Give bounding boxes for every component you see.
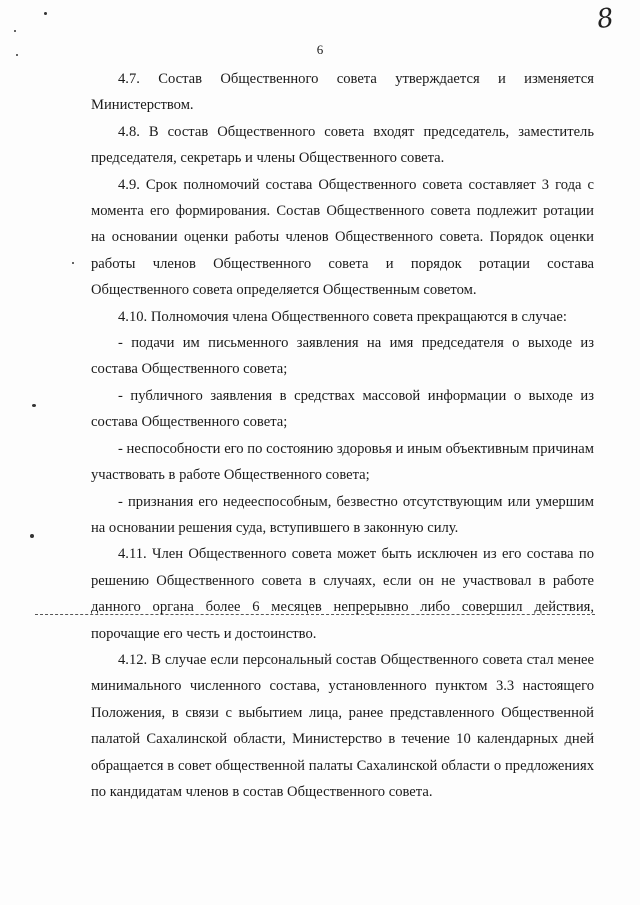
clause-4-8: 4.8. В состав Общественного совета входят председатель, заместитель председателя, секретарь и члены Общественного совета. (91, 123, 594, 167)
clause-4-10-item-2: - публичного заявления в средствах массовой информации о выходе из состава Общественного совета; (91, 387, 594, 431)
scan-speck (14, 30, 16, 32)
document-body (91, 66, 594, 805)
handwritten-page-mark: 8 (595, 2, 617, 36)
scan-dashed-line (35, 614, 595, 615)
page-number: 6 (316, 42, 324, 57)
scan-speck (72, 262, 74, 264)
clause-4-10-item-1: - подачи им письменного заявления на имя председателя о выходе из состава Общественного совета; (91, 335, 594, 378)
scan-speck (16, 54, 18, 56)
scan-speck (32, 404, 36, 407)
clause-4-11: 4.11. Член Общественного совета может быть исключен из его состава по решению Общественного совета в случаях, если он не участвовал в работе данного органа более 6 месяцев непрерывно либо совершил действия, порочащие его честь и достоинство. (91, 546, 594, 642)
clause-4-7: 4.7. Состав Общественного совета утверждается и изменяется Министерством. (91, 71, 594, 114)
clause-4-12: 4.12. В случае если персональный состав Общественного совета стал менее минимального численного состава, установленного пунктом 3.3 настоящего Положения, в связи с выбытием лица, ранее представленного Общественной палатой Сахалинской области, Министерство в течение 10 календарных дней обращается в совет общественной палаты Сахалинской области о предложениях по кандидатам членов в состав Общественного совета. (91, 651, 594, 800)
clause-4-9: 4.9. Срок полномочий состава Общественного совета составляет 3 года с момента его формирования. Состав Общественного совета подлежит ротации на основании оценки работы членов Общественного совета. Порядок оценки работы членов Общественного совета и порядок ротации состава Общественного совета определяется Общественным советом. (91, 176, 594, 299)
clause-4-10-item-3: - неспособности его по состоянию здоровья и иным объективным причинам участвовать в работе Общественного совета; (91, 440, 594, 484)
clause-4-10-item-4: - признания его недееспособным, безвестно отсутствующим или умершим на основании решения суда, вступившего в законную силу. (91, 493, 594, 536)
scan-speck (44, 12, 47, 15)
clause-4-10: 4.10. Полномочия члена Общественного совета прекращаются в случае: (118, 308, 567, 325)
scan-speck (30, 534, 34, 538)
